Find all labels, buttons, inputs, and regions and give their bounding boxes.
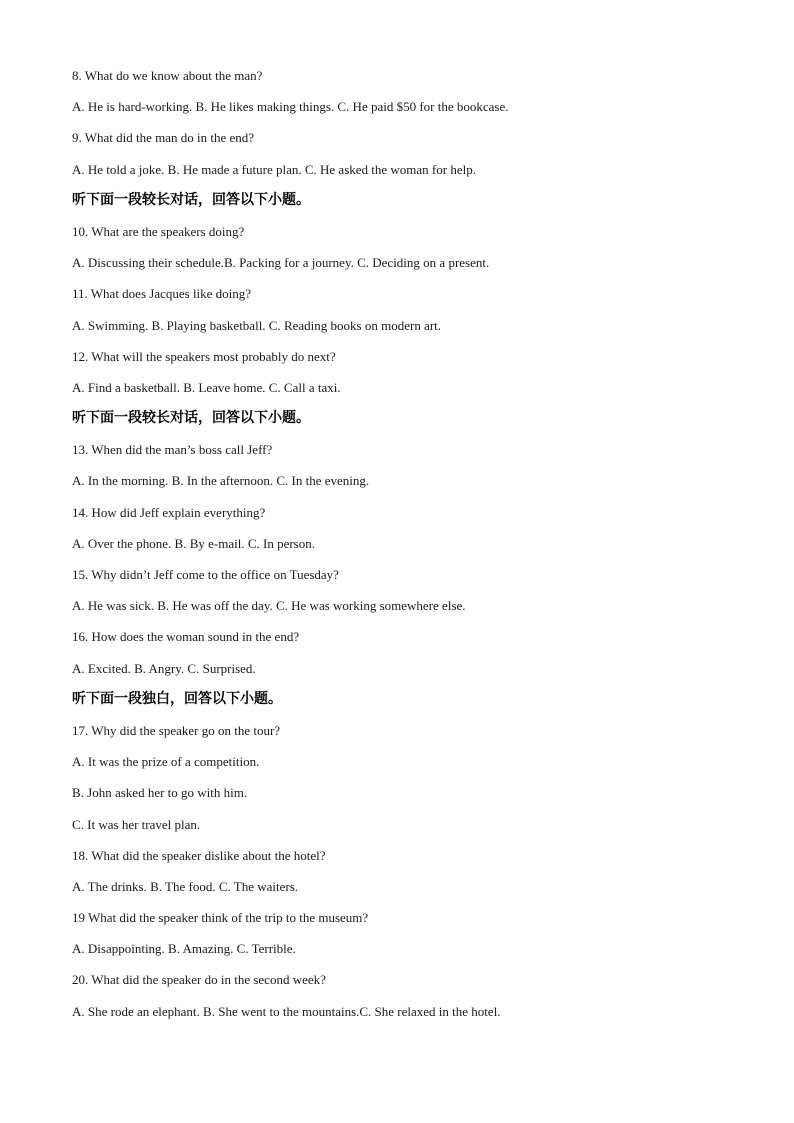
question-8: 8. What do we know about the man? xyxy=(72,68,263,83)
section-heading-monologue: 听下面一段独白，回答以下小题。 xyxy=(72,690,282,707)
section-heading-dialogue-1: 听下面一段较长对话，回答以下小题。 xyxy=(72,191,310,208)
question-9: 9. What did the man do in the end? xyxy=(72,130,255,146)
options-10: A. Discussing their schedule.B. Packing for a journey. C. Deciding on a present. xyxy=(72,255,490,271)
options-13: A. In the morning. B. In the afternoon. C. In the evening. xyxy=(72,473,370,489)
question-15: 15. Why didn’t Jeff come to the office on Tuesday? xyxy=(72,567,339,582)
question-14: 14. How did Jeff explain everything? xyxy=(72,504,266,520)
option-17-a: A. It was the prize of a competition. xyxy=(72,754,260,770)
options-11: A. Swimming. B. Playing basketball. C. Reading books on modern art. xyxy=(72,317,442,333)
section-heading-dialogue-2: 听下面一段较长对话，回答以下小题。 xyxy=(72,410,310,427)
question-11: 11. What does Jacques like doing? xyxy=(72,286,252,302)
options-12: A. Find a basketball. B. Leave home. C. Call a taxi. xyxy=(72,379,341,395)
question-20: 20. What did the speaker do in the second week? xyxy=(72,972,326,988)
question-18: 18. What did the speaker dislike about the hotel? xyxy=(72,847,326,863)
options-8: A. He is hard-working. B. He likes making things. C. He paid $50 for the bookcase. xyxy=(72,99,509,115)
question-17: 17. Why did the speaker go on the tour? xyxy=(72,722,281,738)
question-13: 13. When did the man’s boss call Jeff? xyxy=(72,442,273,458)
options-20: A. She rode an elephant. B. She went to the mountains.C. She relaxed in the hotel. xyxy=(72,1003,501,1019)
option-17-c: C. It was her travel plan. xyxy=(72,816,201,832)
options-16: A. Excited. B. Angry. C. Surprised. xyxy=(72,660,256,676)
question-16: 16. How does the woman sound in the end? xyxy=(72,629,300,645)
options-15: A. He was sick. B. He was off the day. C. He was working somewhere else. xyxy=(72,598,466,614)
options-18: A. The drinks. B. The food. C. The waiters. xyxy=(72,878,299,894)
options-19: A. Disappointing. B. Amazing. C. Terrible. xyxy=(72,941,296,957)
question-19: 19 What did the speaker think of the trip to the museum? xyxy=(72,910,369,926)
question-12: 12. What will the speakers most probably do next? xyxy=(72,348,336,364)
options-9: A. He told a joke. B. He made a future plan. C. He asked the woman for help. xyxy=(72,161,476,177)
options-14: A. Over the phone. B. By e-mail. C. In person. xyxy=(72,535,315,551)
document-page xyxy=(72,65,732,1032)
question-10: 10. What are the speakers doing? xyxy=(72,223,245,239)
option-17-b: B. John asked her to go with him. xyxy=(72,785,248,801)
